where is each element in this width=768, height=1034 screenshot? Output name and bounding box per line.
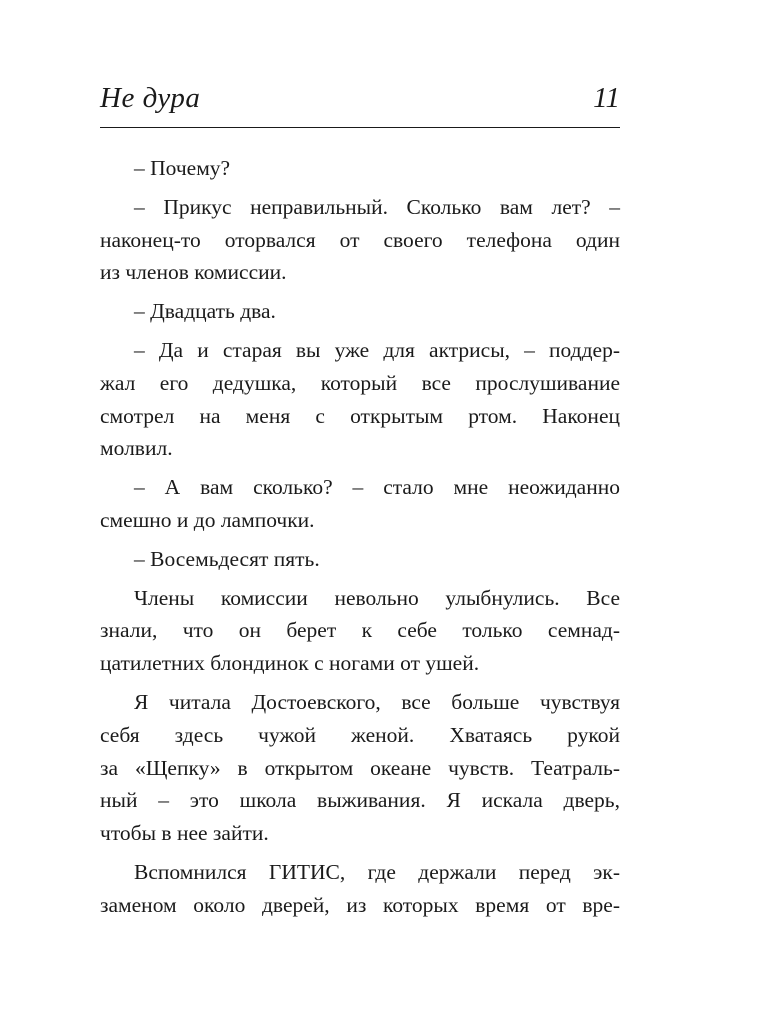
text-line: заменом около дверей, из которых время от вре- — [100, 892, 620, 917]
body-text — [100, 152, 620, 922]
text-line: цатилетних блондинок с ногами от ушей. — [100, 651, 480, 676]
text-line: смешно и до лампочки. — [100, 507, 315, 532]
text-line: Вспомнился ГИТИС, где держали перед эк- — [134, 859, 620, 884]
running-title: Не дура — [100, 82, 201, 114]
text-line: жал его дедушка, который все прослушивание — [100, 370, 620, 395]
text-line: Члены комиссии невольно улыбнулись. Все — [134, 585, 620, 610]
running-head — [100, 82, 620, 122]
text-line: – Двадцать два. — [134, 299, 276, 324]
text-line: ный – это школа выживания. Я искала дверь, — [100, 788, 620, 813]
text-line: – Да и старая вы уже для актрисы, – поддер- — [134, 337, 620, 362]
text-line: – Восемьдесят пять. — [134, 546, 320, 571]
text-line: за «Щепку» в открытом океане чувств. Театраль- — [100, 755, 620, 780]
text-line: наконец-то оторвался от своего телефона один — [100, 227, 620, 252]
text-line: – А вам сколько? – стало мне неожиданно — [134, 475, 620, 500]
header-rule — [100, 127, 620, 128]
text-line: молвил. — [100, 436, 173, 461]
text-line: чтобы в нее зайти. — [100, 821, 269, 846]
page-number: 11 — [593, 82, 620, 114]
text-line: смотрел на меня с открытым ртом. Наконец — [100, 403, 620, 428]
text-line: Я читала Достоевского, все больше чувствуя — [134, 689, 620, 714]
text-line: – Прикус неправильный. Сколько вам лет? – — [134, 194, 620, 219]
text-line: из членов комиссии. — [100, 260, 287, 285]
text-line: знали, что он берет к себе только семнад- — [100, 618, 620, 643]
text-line: себя здесь чужой женой. Хватаясь рукой — [100, 722, 620, 747]
text-line: – Почему? — [134, 156, 231, 180]
